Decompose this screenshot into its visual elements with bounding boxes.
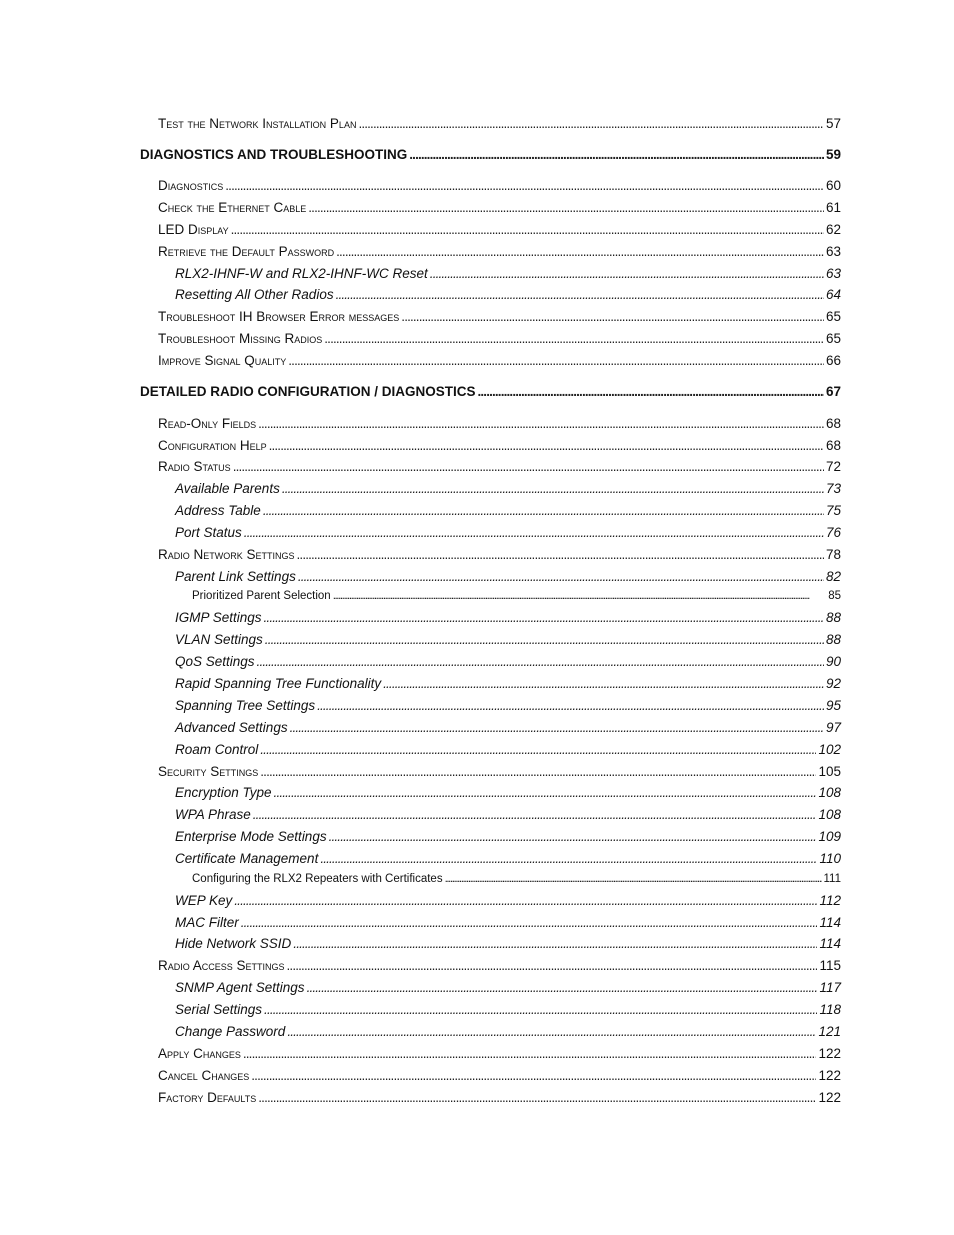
toc-entry[interactable] — [175, 267, 841, 281]
toc-entry-page: 73 — [825, 480, 841, 496]
toc-entry-page: 68 — [825, 437, 841, 453]
toc-entry[interactable] — [158, 1091, 841, 1105]
toc-entry[interactable] — [175, 852, 841, 866]
toc-entry-title: Configuring the RLX2 Repeaters with Certificates — [192, 873, 443, 886]
toc-leader-dots — [297, 548, 824, 562]
toc-entry[interactable] — [158, 245, 841, 259]
toc-entry-page: 76 — [825, 524, 841, 540]
toc-entry[interactable] — [158, 765, 841, 779]
toc-entry-title: Retrieve the Default Password — [158, 243, 335, 259]
toc-entry[interactable] — [175, 830, 841, 844]
toc-entry-title: Prioritized Parent Selection — [192, 590, 331, 603]
toc-entry-title: Available Parents — [175, 480, 280, 496]
toc-entry-title: Configuration Help — [158, 437, 267, 453]
toc-entry-page: 63 — [825, 265, 841, 281]
toc-leader-dots — [383, 677, 824, 691]
toc-entry-page: 88 — [825, 609, 841, 625]
toc-entry-title: Diagnostics — [158, 177, 224, 193]
toc-leader-dots — [260, 743, 816, 757]
toc-entry-title: Test the Network Installation Plan — [158, 115, 357, 131]
toc-leader-dots — [264, 1003, 817, 1017]
toc-entry[interactable] — [192, 591, 841, 603]
toc-leader-dots — [274, 786, 817, 800]
toc-entry[interactable] — [175, 1003, 841, 1017]
toc-entry-page: 102 — [818, 741, 841, 757]
toc-entry[interactable] — [158, 417, 841, 431]
toc-entry-page: 75 — [825, 502, 841, 518]
toc-leader-dots — [336, 245, 824, 259]
toc-leader-dots — [287, 1025, 816, 1039]
toc-entry[interactable] — [158, 201, 841, 215]
toc-entry-page: 65 — [825, 308, 841, 324]
toc-entry-title: RLX2-IHNF-W and RLX2-IHNF-WC Reset — [175, 265, 428, 281]
toc-leader-dots — [265, 633, 824, 647]
toc-entry-title: Apply Changes — [158, 1045, 241, 1061]
toc-entry[interactable] — [175, 743, 841, 757]
toc-entry-title: Check the Ethernet Cable — [158, 199, 307, 215]
toc-entry[interactable] — [175, 570, 841, 584]
toc-entry[interactable] — [175, 677, 841, 691]
toc-entry[interactable] — [175, 786, 841, 800]
toc-entry-page: 88 — [825, 631, 841, 647]
toc-entry[interactable] — [175, 526, 841, 540]
toc-entry-title: Resetting All Other Radios — [175, 286, 334, 302]
toc-leader-dots — [233, 460, 824, 474]
toc-leader-dots — [401, 310, 824, 324]
toc-entry-page: 109 — [818, 828, 841, 844]
toc-entry-title: Parent Link Settings — [175, 568, 296, 584]
toc-entry-title: IGMP Settings — [175, 609, 262, 625]
toc-leader-dots — [253, 808, 817, 822]
toc-entry[interactable] — [140, 148, 841, 162]
toc-entry-page: 68 — [825, 415, 841, 431]
toc-entry[interactable] — [175, 699, 841, 713]
toc-entry-page: 64 — [825, 286, 841, 302]
toc-entry-title: Advanced Settings — [175, 719, 288, 735]
toc-entry[interactable] — [175, 808, 841, 822]
toc-entry-page: 82 — [825, 568, 841, 584]
toc-entry[interactable] — [158, 548, 841, 562]
toc-entry[interactable] — [175, 981, 841, 995]
toc-entry-title: Certificate Management — [175, 850, 319, 866]
toc-leader-dots — [336, 288, 824, 302]
toc-leader-dots — [243, 1047, 817, 1061]
toc-leader-dots — [430, 267, 824, 281]
toc-entry-title: Security Settings — [158, 763, 259, 779]
toc-leader-dots — [308, 201, 824, 215]
toc-entry[interactable] — [158, 223, 841, 237]
toc-entry-title: Radio Network Settings — [158, 546, 295, 562]
toc-leader-dots — [293, 937, 817, 951]
toc-leader-dots — [264, 611, 824, 625]
toc-entry[interactable] — [158, 1047, 841, 1061]
toc-entry[interactable] — [175, 655, 841, 669]
toc-entry-title: LED Display — [158, 221, 229, 237]
toc-entry[interactable] — [175, 504, 841, 518]
toc-entry-title: Change Password — [175, 1023, 286, 1039]
toc-leader-dots — [290, 721, 824, 735]
toc-entry-title: Roam Control — [175, 741, 259, 757]
toc-entry[interactable] — [175, 611, 841, 625]
toc-entry-page: 114 — [819, 935, 841, 951]
toc-entry-title: SNMP Agent Settings — [175, 979, 305, 995]
toc-entry-title: Address Table — [175, 502, 261, 518]
toc-entry-page: 122 — [818, 1045, 841, 1061]
toc-entry-title: Improve Signal Quality — [158, 352, 287, 368]
toc-entry-title: Radio Access Settings — [158, 957, 285, 973]
toc-leader-dots — [251, 1069, 816, 1083]
toc-entry-page: 66 — [825, 352, 841, 368]
toc-entry-title: Troubleshoot Missing Radios — [158, 330, 323, 346]
toc-entry-page: 114 — [819, 914, 841, 930]
toc-entry-title: WEP Key — [175, 892, 233, 908]
toc-entry-page: 108 — [818, 806, 841, 822]
toc-entry-page: 67 — [825, 383, 841, 399]
toc-entry-page: 122 — [818, 1089, 841, 1105]
toc-leader-dots — [288, 354, 824, 368]
toc-entry-page: 78 — [825, 546, 841, 562]
toc-leader-dots — [269, 439, 824, 453]
toc-leader-dots — [234, 894, 817, 908]
toc-entry[interactable] — [175, 482, 841, 496]
toc-leader-dots — [257, 655, 824, 669]
toc-entry-title: Cancel Changes — [158, 1067, 250, 1083]
toc-leader-dots — [287, 959, 818, 973]
toc-entry-title: Port Status — [175, 524, 242, 540]
toc-leader-dots — [409, 148, 824, 162]
toc-entry-title: Radio Status — [158, 458, 231, 474]
toc-leader-dots — [298, 570, 824, 584]
toc-entry[interactable] — [175, 721, 841, 735]
toc-entry-page: 111 — [823, 873, 841, 886]
toc-entry[interactable] — [158, 179, 841, 193]
toc-leader-dots — [445, 874, 822, 886]
toc-entry-page: 72 — [825, 458, 841, 474]
toc-entry[interactable] — [158, 354, 841, 368]
toc-entry-title: Enterprise Mode Settings — [175, 828, 327, 844]
toc-entry-page: 115 — [819, 957, 841, 973]
toc-entry-page: 62 — [825, 221, 841, 237]
toc-entry[interactable] — [158, 959, 841, 973]
toc-entry-page: 118 — [819, 1001, 841, 1017]
toc-entry-page: 117 — [819, 979, 841, 995]
toc-entry-title: Hide Network SSID — [175, 935, 292, 951]
toc-entry-title: Read-Only Fields — [158, 415, 257, 431]
toc-entry[interactable] — [158, 310, 841, 324]
toc-leader-dots — [225, 179, 824, 193]
toc-leader-dots — [263, 504, 824, 518]
toc-entry[interactable] — [158, 117, 841, 131]
toc-entry-page: 65 — [825, 330, 841, 346]
toc-entry-page: 97 — [825, 719, 841, 735]
toc-entry[interactable] — [175, 937, 841, 951]
toc-entry-page: 105 — [818, 763, 841, 779]
toc-entry-title: MAC Filter — [175, 914, 239, 930]
toc-entry[interactable] — [175, 1025, 841, 1039]
toc-leader-dots — [282, 482, 824, 496]
toc-entry-page: 60 — [825, 177, 841, 193]
toc-leader-dots — [258, 1091, 816, 1105]
toc-leader-dots — [478, 385, 824, 399]
toc-entry[interactable] — [175, 916, 841, 930]
toc-entry[interactable] — [175, 633, 841, 647]
toc-entry-page: 110 — [819, 850, 841, 866]
toc-leader-dots — [320, 852, 817, 866]
toc-leader-dots — [324, 332, 824, 346]
toc-entry-page: 92 — [825, 675, 841, 691]
toc-entry[interactable] — [158, 332, 841, 346]
toc-entry-page: 85 — [828, 590, 841, 603]
toc-entry-page: 59 — [825, 146, 841, 162]
toc-entry-page: 95 — [825, 697, 841, 713]
toc-entry[interactable] — [192, 874, 841, 886]
toc-leader-dots — [329, 830, 817, 844]
toc-entry-title: DETAILED RADIO CONFIGURATION / DIAGNOSTICS — [140, 383, 476, 399]
toc-entry-title: QoS Settings — [175, 653, 255, 669]
toc-entry-title: Serial Settings — [175, 1001, 263, 1017]
toc-leader-dots — [333, 591, 826, 603]
toc-leader-dots — [231, 223, 824, 237]
toc-entry[interactable] — [158, 460, 841, 474]
toc-leader-dots — [317, 699, 824, 713]
toc-entry-page: 63 — [825, 243, 841, 259]
toc-entry-title: Encryption Type — [175, 784, 272, 800]
toc-entry-title: VLAN Settings — [175, 631, 263, 647]
toc-entry-page: 112 — [819, 892, 841, 908]
toc-entry[interactable] — [158, 439, 841, 453]
toc-entry-title: WPA Phrase — [175, 806, 251, 822]
toc-entry-page: 122 — [818, 1067, 841, 1083]
toc-entry[interactable] — [175, 894, 841, 908]
toc-entry-title: Rapid Spanning Tree Functionality — [175, 675, 382, 691]
toc-leader-dots — [241, 916, 818, 930]
toc-leader-dots — [244, 526, 824, 540]
toc-entry-title: Troubleshoot IH Browser Error messages — [158, 308, 400, 324]
toc-entry[interactable] — [158, 1069, 841, 1083]
toc-entry-title: DIAGNOSTICS AND TROUBLESHOOTING — [140, 146, 408, 162]
toc-entry-page: 61 — [825, 199, 841, 215]
toc-entry-page: 121 — [818, 1023, 841, 1039]
toc-entry-page: 57 — [825, 115, 841, 131]
toc-leader-dots — [307, 981, 818, 995]
toc-leader-dots — [258, 417, 824, 431]
toc-leader-dots — [358, 117, 824, 131]
toc-entry-page: 90 — [825, 653, 841, 669]
toc-entry-page: 108 — [818, 784, 841, 800]
toc-entry[interactable] — [175, 288, 841, 302]
toc-entry-title: Factory Defaults — [158, 1089, 257, 1105]
toc-entry[interactable] — [140, 385, 841, 399]
toc-entry-title: Spanning Tree Settings — [175, 697, 316, 713]
toc-leader-dots — [260, 765, 816, 779]
